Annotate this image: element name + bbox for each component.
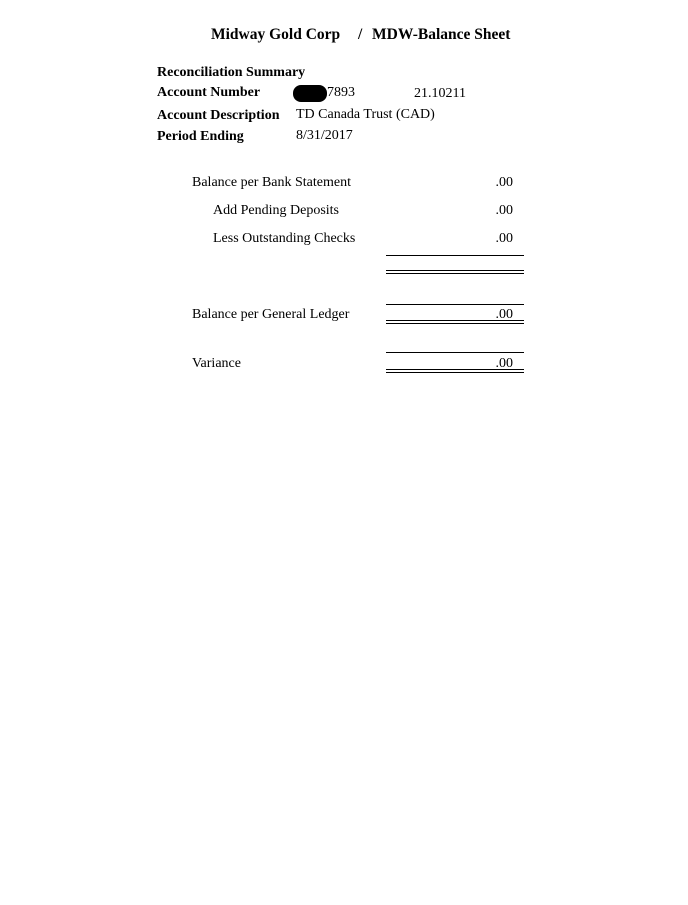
pending-deposits-value: .00 [495,203,513,218]
ledger-double-rule-bottom [386,323,524,324]
redaction-block [293,85,327,102]
report-title: MDW-Balance Sheet [372,26,511,43]
bank-statement-value: .00 [495,175,513,190]
variance-double-rule-bottom [386,372,524,373]
account-number-value: 7893 [327,85,355,100]
account-description-label: Account Description [157,108,280,123]
outstanding-checks-value: .00 [495,231,513,246]
account-number-label: Account Number [157,85,261,100]
pending-deposits-label: Add Pending Deposits [213,203,339,218]
outstanding-checks-label: Less Outstanding Checks [213,231,356,246]
summary-title: Reconciliation Summary [157,65,306,80]
account-description-value: TD Canada Trust (CAD) [296,107,435,122]
total-double-rule-top [386,270,524,271]
ledger-double-rule-top [386,320,524,321]
account-code: 21.10211 [414,86,466,101]
total-double-rule-bottom [386,273,524,274]
ledger-top-rule [386,304,524,305]
title-separator: / [358,26,363,43]
subtotal-rule [386,255,524,256]
general-ledger-value: .00 [495,307,513,322]
general-ledger-label: Balance per General Ledger [192,307,350,322]
company-name: Midway Gold Corp [211,26,341,43]
variance-top-rule [386,352,524,353]
variance-double-rule-top [386,369,524,370]
variance-value: .00 [495,356,513,371]
period-ending-value: 8/31/2017 [296,128,353,143]
bank-statement-label: Balance per Bank Statement [192,175,351,190]
period-ending-label: Period Ending [157,129,244,144]
variance-label: Variance [192,356,241,371]
